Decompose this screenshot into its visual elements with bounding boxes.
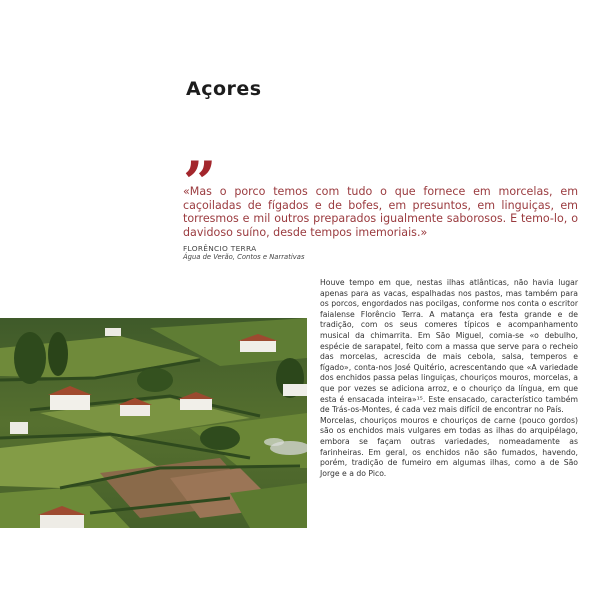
quote-mark-icon: ” — [183, 149, 217, 217]
pull-quote: «Mas o porco temos com tudo o que fornece em morcelas, em caçoiladas de fígados e de bofes, em presuntos, em linguiças, em torresmos e mil outros preparados igualmente saborosos. E temo-lo, o davidoso suíno, desde tempos imemoriais.» — [183, 185, 578, 239]
body-paragraph: Houve tempo em que, nestas ilhas atlânticas, não havia lugar apenas para as vacas, espalhadas nos pastos, mas também para os porcos, engordados nas pocilgas, conforme nos conta o escritor faialense Florêncio Terra. A matança era festa grande e de tradição, com os seus comeres típicos e acompanhamento musical da chimarrita. Em São Miguel, comia-se «o debulho, espécie de sarapatel, feito com a massa que serve para o recheio das morcelas, acrescida de mais cebola, salsa, temperos e fígado», conta-nos José Quitério, acrescentando que «A variedade dos enchidos passa pelas linguiças, chouriços mouros, morcelas, a que por vezes se adiciona arroz, e o chouriço da língua, em que esta é ensacada inteira»¹⁵. Este ensacado, característico também de Trás-os-Montes, é cada vez mais difícil de encontrar no País. — [320, 278, 578, 415]
body-paragraph: Morcelas, chouriços mouros e chouriços de carne (pouco gordos) são os enchidos mais vulgares em todas as ilhas do arquipélago, embora se façam outras variedades, nomeadamente as farinheiras. Em geral, os enchidos não são fumados, havendo, porém, tradição de fumeiro em algumas ilhas, como a de São Jorge e a do Pico. — [320, 415, 578, 478]
quote-source: Água de Verão, Contos e Narrativas — [183, 253, 305, 261]
quote-author: FLORÊNCIO TERRA — [183, 244, 257, 253]
landscape-photo — [0, 318, 307, 528]
page-title: Açores — [186, 78, 262, 100]
body-text — [320, 278, 578, 479]
